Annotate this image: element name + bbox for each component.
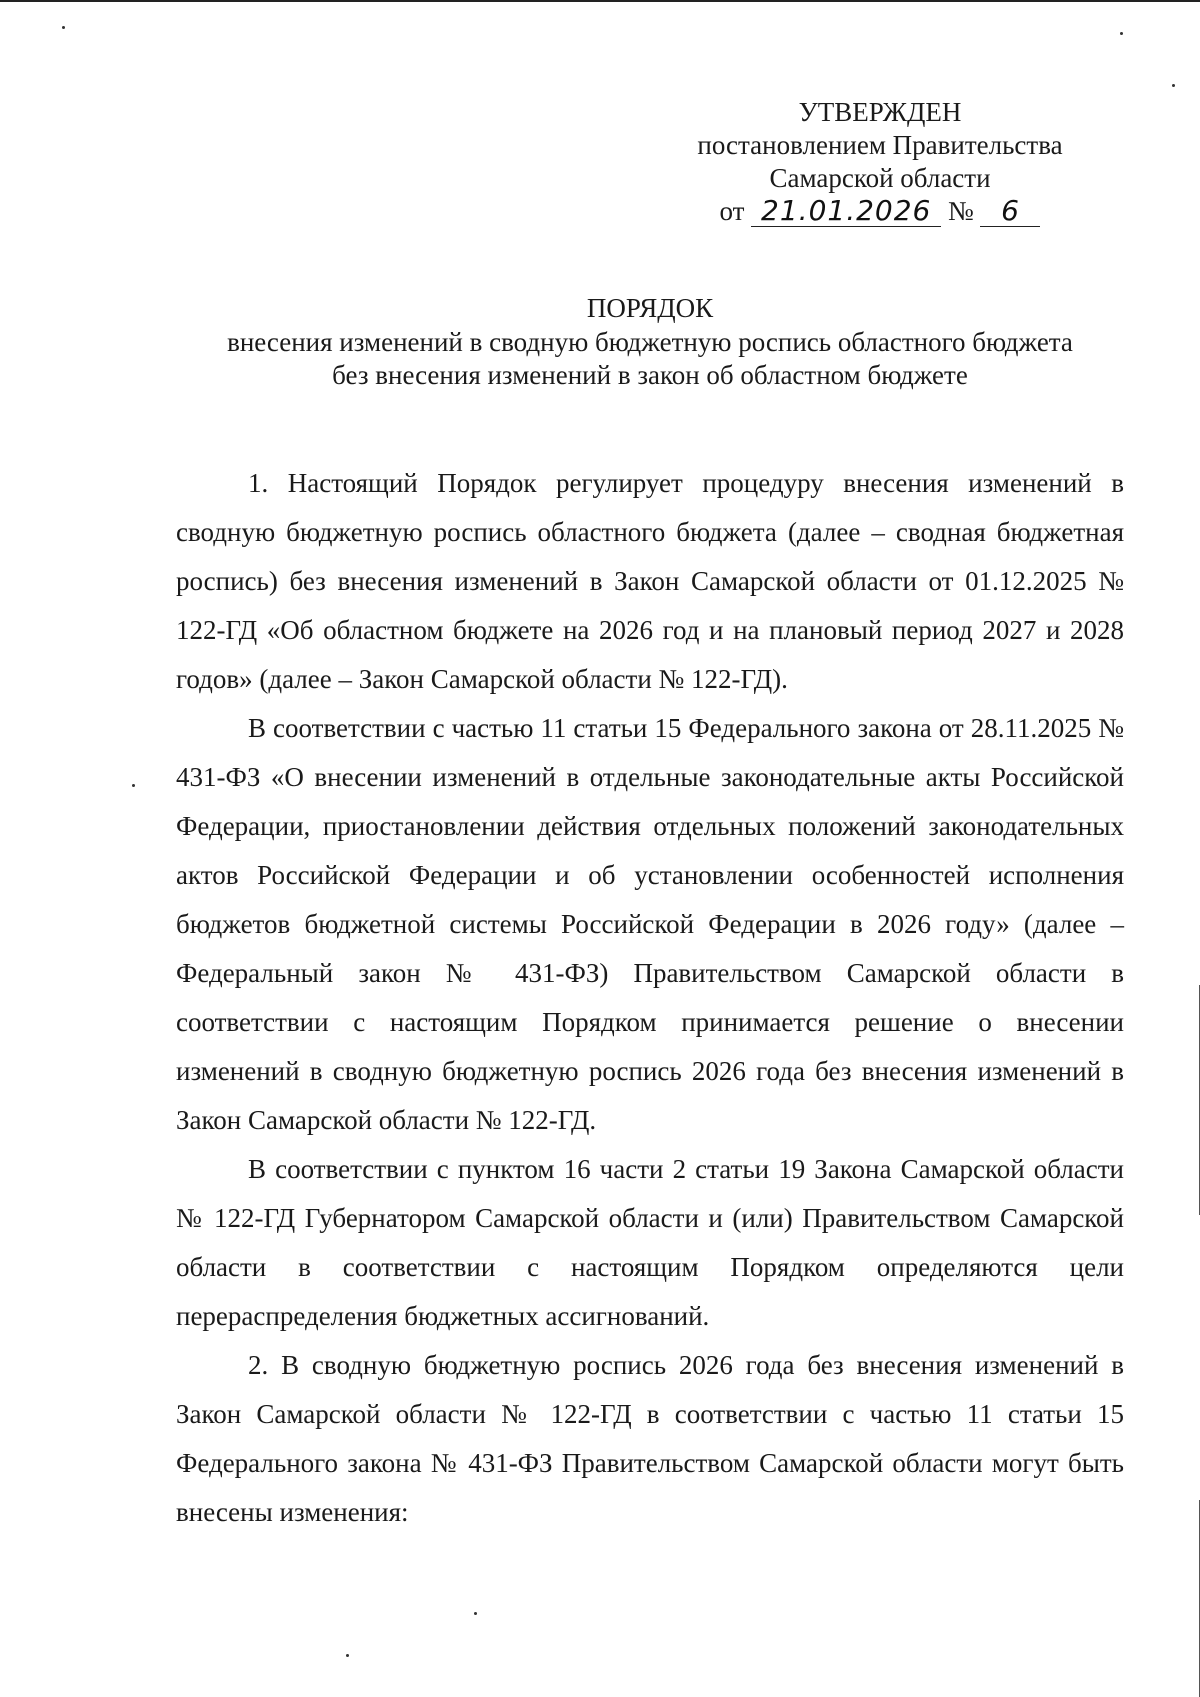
scan-speck — [1172, 84, 1175, 87]
approval-date-line — [680, 195, 1080, 228]
approval-line-1: постановлением Правительства — [697, 130, 1063, 160]
document-body — [176, 459, 1124, 1537]
paragraph-4: 2. В сводную бюджетную роспись 2026 года без внесения изменений в Закон Самарской области № 122-ГД в соответствии с частью 11 статьи 15 Федерального закона № 431-ФЗ Правительством Самарской области могут быть внесены изменения: — [176, 1350, 1124, 1527]
document-title: ПОРЯДОК — [586, 293, 714, 323]
scan-top-border — [0, 0, 1200, 2]
number-prefix: № — [947, 196, 974, 226]
handwritten-number: 6 — [980, 196, 1040, 227]
date-prefix: от — [719, 196, 745, 226]
approval-line-2: Самарской области — [769, 163, 991, 193]
scan-speck — [1120, 32, 1123, 35]
scan-speck — [132, 784, 135, 787]
scan-speck — [346, 1654, 349, 1657]
approval-stamp — [680, 96, 1080, 228]
paragraph-2: В соответствии с частью 11 статьи 15 Федерального закона от 28.11.2025 № 431-ФЗ «О внесении изменений в отдельные законодательные акты Российской Федерации, приостановлении действия отдельных положений законодательных актов Российской Федерации и об установлении особенностей исполнения бюджетов бюджетной системы Российской Федерации в 2026 году» (далее – Федеральный закон № 431-ФЗ) Правительством Самарской области в соответствии с настоящим Порядком принимается решение о внесении изменений в сводную бюджетную роспись 2026 года без внесения изменений в Закон Самарской области № 122-ГД. — [176, 713, 1124, 1135]
scan-speck — [474, 1612, 477, 1615]
subtitle-line-2: без внесения изменений в закон об областном бюджете — [332, 360, 968, 390]
handwritten-date: 21.01.2026 — [751, 196, 941, 227]
scan-speck — [62, 26, 65, 29]
approval-title: УТВЕРЖДЕН — [798, 97, 962, 127]
subtitle-line-1: внесения изменений в сводную бюджетную роспись областного бюджета — [227, 327, 1073, 357]
paragraph-3: В соответствии с пунктом 16 части 2 статьи 19 Закона Самарской области № 122-ГД Губернатором Самарской области и (или) Правительством Самарской области в соответствии с настоящим Порядком определяются цели перераспределения бюджетных ассигнований. — [176, 1154, 1124, 1331]
paragraph-1: 1. Настоящий Порядок регулирует процедуру внесения изменений в сводную бюджетную роспись областного бюджета (далее – сводная бюджетная роспись) без внесения изменений в Закон Самарской области от 01.12.2025 № 122-ГД «Об областном бюджете на 2026 год и на плановый период 2027 и 2028 годов» (далее – Закон Самарской области № 122-ГД). — [176, 468, 1124, 694]
document-subtitle — [160, 326, 1140, 392]
